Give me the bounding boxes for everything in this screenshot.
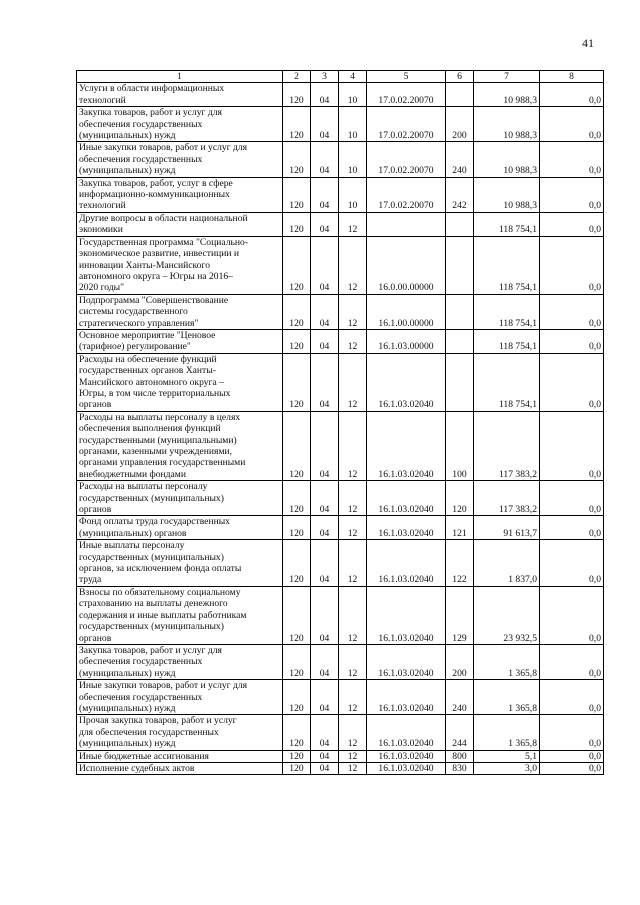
- cell-amount: 10 988,3: [474, 83, 540, 107]
- table-header-row: [77, 71, 604, 83]
- cell-description: Подпрограмма "Совершенствование системы государственного стратегического управления": [77, 294, 283, 329]
- cell-amount-2: 0,0: [540, 516, 604, 540]
- cell-section: 04: [311, 680, 339, 715]
- table-row: [77, 750, 604, 762]
- cell-ministry-code: 120: [283, 177, 311, 212]
- table-row: [77, 680, 604, 715]
- cell-amount-2: 0,0: [540, 353, 604, 411]
- cell-amount-2: 0,0: [540, 236, 604, 294]
- cell-amount-2: 0,0: [540, 294, 604, 329]
- cell-description: Другие вопросы в области национальной экономики: [77, 212, 283, 236]
- cell-amount: 118 754,1: [474, 212, 540, 236]
- table-row: [77, 142, 604, 177]
- cell-description: Исполнение судебных актов: [77, 762, 283, 774]
- cell-expense-type: [446, 83, 474, 107]
- table-row: [77, 644, 604, 679]
- cell-section: 04: [311, 107, 339, 142]
- cell-target-article: 16.1.03.02040: [367, 586, 446, 644]
- cell-target-article: 17.0.02.20070: [367, 107, 446, 142]
- cell-expense-type: 240: [446, 142, 474, 177]
- cell-amount-2: 0,0: [540, 83, 604, 107]
- cell-subsection: 12: [339, 481, 367, 516]
- cell-subsection: 10: [339, 177, 367, 212]
- cell-expense-type: 129: [446, 586, 474, 644]
- cell-expense-type: [446, 212, 474, 236]
- cell-description: Государственная программа "Социально- экономическое развитие, инвестиции и инновации Ханты-Мансийского автономного округа – Югры на 2016– 2020 годы": [77, 236, 283, 294]
- cell-description: Закупка товаров, работ и услуг для обеспечения государственных (муниципальных) нужд: [77, 107, 283, 142]
- cell-amount-2: 0,0: [540, 586, 604, 644]
- cell-subsection: 12: [339, 644, 367, 679]
- table-row: [77, 353, 604, 411]
- cell-section: 04: [311, 236, 339, 294]
- cell-target-article: 16.1.03.02040: [367, 540, 446, 587]
- column-header: 5: [367, 71, 446, 83]
- cell-expense-type: 200: [446, 107, 474, 142]
- cell-target-article: 17.0.02.20070: [367, 177, 446, 212]
- cell-subsection: 12: [339, 762, 367, 774]
- cell-ministry-code: 120: [283, 750, 311, 762]
- cell-subsection: 12: [339, 236, 367, 294]
- cell-ministry-code: 120: [283, 540, 311, 587]
- column-header: 8: [540, 71, 604, 83]
- cell-amount: 10 988,3: [474, 142, 540, 177]
- cell-amount: 1 365,8: [474, 680, 540, 715]
- cell-ministry-code: 120: [283, 586, 311, 644]
- table-row: [77, 715, 604, 750]
- cell-description: Иные выплаты персоналу государственных (муниципальных) органов, за исключением фонда оплаты труда: [77, 540, 283, 587]
- cell-amount: 1 837,0: [474, 540, 540, 587]
- cell-ministry-code: 120: [283, 715, 311, 750]
- cell-ministry-code: 120: [283, 680, 311, 715]
- cell-amount-2: 0,0: [540, 212, 604, 236]
- cell-amount-2: 0,0: [540, 715, 604, 750]
- cell-target-article: 17.0.02.20070: [367, 83, 446, 107]
- cell-amount: 118 754,1: [474, 236, 540, 294]
- column-header: 4: [339, 71, 367, 83]
- cell-description: Закупка товаров, работ и услуг для обеспечения государственных (муниципальных) нужд: [77, 644, 283, 679]
- cell-expense-type: [446, 329, 474, 353]
- cell-subsection: 12: [339, 750, 367, 762]
- cell-expense-type: 240: [446, 680, 474, 715]
- cell-expense-type: [446, 294, 474, 329]
- table-row: [77, 329, 604, 353]
- cell-description: Услуги в области информационных технологий: [77, 83, 283, 107]
- cell-expense-type: 100: [446, 411, 474, 480]
- cell-ministry-code: 120: [283, 142, 311, 177]
- cell-description: Иные бюджетные ассигнования: [77, 750, 283, 762]
- cell-section: 04: [311, 540, 339, 587]
- cell-amount-2: 0,0: [540, 680, 604, 715]
- cell-target-article: 16.1.03.02040: [367, 353, 446, 411]
- cell-section: 04: [311, 762, 339, 774]
- column-header: 3: [311, 71, 339, 83]
- cell-amount: 5,1: [474, 750, 540, 762]
- cell-amount: 91 613,7: [474, 516, 540, 540]
- table-row: [77, 516, 604, 540]
- cell-amount: 118 754,1: [474, 294, 540, 329]
- table-row: [77, 294, 604, 329]
- cell-section: 04: [311, 177, 339, 212]
- cell-section: 04: [311, 516, 339, 540]
- cell-section: 04: [311, 481, 339, 516]
- table-row: [77, 212, 604, 236]
- cell-amount: 3,0: [474, 762, 540, 774]
- cell-description: Иные закупки товаров, работ и услуг для обеспечения государственных (муниципальных) нужд: [77, 142, 283, 177]
- cell-ministry-code: 120: [283, 236, 311, 294]
- cell-target-article: 16.1.03.02040: [367, 715, 446, 750]
- cell-expense-type: 121: [446, 516, 474, 540]
- cell-subsection: 12: [339, 329, 367, 353]
- cell-amount-2: 0,0: [540, 107, 604, 142]
- cell-expense-type: [446, 236, 474, 294]
- cell-description: Расходы на выплаты персоналу государственных (муниципальных) органов: [77, 481, 283, 516]
- cell-description: Иные закупки товаров, работ и услуг для обеспечения государственных (муниципальных) нужд: [77, 680, 283, 715]
- cell-amount-2: 0,0: [540, 411, 604, 480]
- cell-subsection: 12: [339, 540, 367, 587]
- cell-amount: 117 383,2: [474, 411, 540, 480]
- cell-expense-type: 200: [446, 644, 474, 679]
- table-row: [77, 236, 604, 294]
- cell-description: Фонд оплаты труда государственных (муниципальных) органов: [77, 516, 283, 540]
- cell-target-article: 16.1.00.00000: [367, 294, 446, 329]
- budget-table: [76, 70, 604, 775]
- column-header: 7: [474, 71, 540, 83]
- column-header: 1: [77, 71, 283, 83]
- cell-description: Прочая закупка товаров, работ и услуг для обеспечения государственных (муниципальных) нужд: [77, 715, 283, 750]
- cell-target-article: 16.1.03.02040: [367, 644, 446, 679]
- cell-amount-2: 0,0: [540, 329, 604, 353]
- cell-section: 04: [311, 644, 339, 679]
- cell-section: 04: [311, 353, 339, 411]
- cell-expense-type: [446, 353, 474, 411]
- cell-description: Взносы по обязательному социальному страхованию на выплаты денежного содержания и иные выплаты работникам государственных (муниципальных) органов: [77, 586, 283, 644]
- table-row: [77, 177, 604, 212]
- cell-subsection: 12: [339, 353, 367, 411]
- cell-subsection: 12: [339, 411, 367, 480]
- cell-amount-2: 0,0: [540, 177, 604, 212]
- cell-amount: 1 365,8: [474, 715, 540, 750]
- cell-target-article: 17.0.02.20070: [367, 142, 446, 177]
- table-row: [77, 107, 604, 142]
- cell-subsection: 12: [339, 586, 367, 644]
- cell-target-article: 16.1.03.02040: [367, 516, 446, 540]
- cell-ministry-code: 120: [283, 294, 311, 329]
- cell-description: Расходы на выплаты персоналу в целях обеспечения выполнения функций государственными (муниципальными) органами, казенными учреждениями, органами управления государственными внебюджетными фондами: [77, 411, 283, 480]
- cell-ministry-code: 120: [283, 329, 311, 353]
- cell-amount-2: 0,0: [540, 750, 604, 762]
- cell-ministry-code: 120: [283, 762, 311, 774]
- cell-ministry-code: 120: [283, 644, 311, 679]
- cell-subsection: 10: [339, 83, 367, 107]
- cell-amount: 10 988,3: [474, 177, 540, 212]
- cell-subsection: 12: [339, 516, 367, 540]
- table-row: [77, 411, 604, 480]
- cell-subsection: 12: [339, 294, 367, 329]
- cell-amount-2: 0,0: [540, 481, 604, 516]
- cell-amount-2: 0,0: [540, 762, 604, 774]
- cell-description: Основное мероприятие "Ценовое (тарифное) регулирование": [77, 329, 283, 353]
- page-number: 41: [582, 36, 594, 50]
- column-header: 6: [446, 71, 474, 83]
- cell-expense-type: 800: [446, 750, 474, 762]
- cell-expense-type: 120: [446, 481, 474, 516]
- table-body: [77, 83, 604, 775]
- cell-section: 04: [311, 586, 339, 644]
- cell-target-article: 16.1.03.02040: [367, 762, 446, 774]
- cell-target-article: 16.1.03.02040: [367, 680, 446, 715]
- cell-expense-type: 242: [446, 177, 474, 212]
- table-row: [77, 540, 604, 587]
- cell-target-article: 16.1.03.02040: [367, 481, 446, 516]
- cell-ministry-code: 120: [283, 411, 311, 480]
- cell-amount: 118 754,1: [474, 353, 540, 411]
- cell-section: 04: [311, 142, 339, 177]
- table-row: [77, 586, 604, 644]
- cell-ministry-code: 120: [283, 83, 311, 107]
- cell-ministry-code: 120: [283, 516, 311, 540]
- cell-description: Расходы на обеспечение функций государственных органов Ханты- Мансийского автономного округа – Югры, в том числе территориальных органов: [77, 353, 283, 411]
- cell-subsection: 10: [339, 107, 367, 142]
- table-row: [77, 762, 604, 774]
- cell-target-article: 16.0.00.00000: [367, 236, 446, 294]
- cell-subsection: 12: [339, 680, 367, 715]
- cell-section: 04: [311, 83, 339, 107]
- table-row: [77, 481, 604, 516]
- cell-amount: 10 988,3: [474, 107, 540, 142]
- cell-description: Закупка товаров, работ, услуг в сфере информационно-коммуникационных технологий: [77, 177, 283, 212]
- cell-subsection: 10: [339, 142, 367, 177]
- cell-amount-2: 0,0: [540, 540, 604, 587]
- cell-section: 04: [311, 715, 339, 750]
- cell-amount: 118 754,1: [474, 329, 540, 353]
- cell-amount: 117 383,2: [474, 481, 540, 516]
- cell-ministry-code: 120: [283, 481, 311, 516]
- cell-amount: 23 932,5: [474, 586, 540, 644]
- cell-section: 04: [311, 294, 339, 329]
- cell-ministry-code: 120: [283, 107, 311, 142]
- cell-amount: 1 365,8: [474, 644, 540, 679]
- cell-ministry-code: 120: [283, 212, 311, 236]
- cell-amount-2: 0,0: [540, 142, 604, 177]
- cell-expense-type: 122: [446, 540, 474, 587]
- cell-amount-2: 0,0: [540, 644, 604, 679]
- column-header: 2: [283, 71, 311, 83]
- cell-target-article: [367, 212, 446, 236]
- cell-expense-type: 244: [446, 715, 474, 750]
- cell-target-article: 16.1.03.00000: [367, 329, 446, 353]
- cell-section: 04: [311, 750, 339, 762]
- cell-section: 04: [311, 329, 339, 353]
- cell-section: 04: [311, 212, 339, 236]
- cell-section: 04: [311, 411, 339, 480]
- cell-expense-type: 830: [446, 762, 474, 774]
- table-row: [77, 83, 604, 107]
- cell-target-article: 16.1.03.02040: [367, 411, 446, 480]
- cell-subsection: 12: [339, 212, 367, 236]
- cell-subsection: 12: [339, 715, 367, 750]
- cell-target-article: 16.1.03.02040: [367, 750, 446, 762]
- cell-ministry-code: 120: [283, 353, 311, 411]
